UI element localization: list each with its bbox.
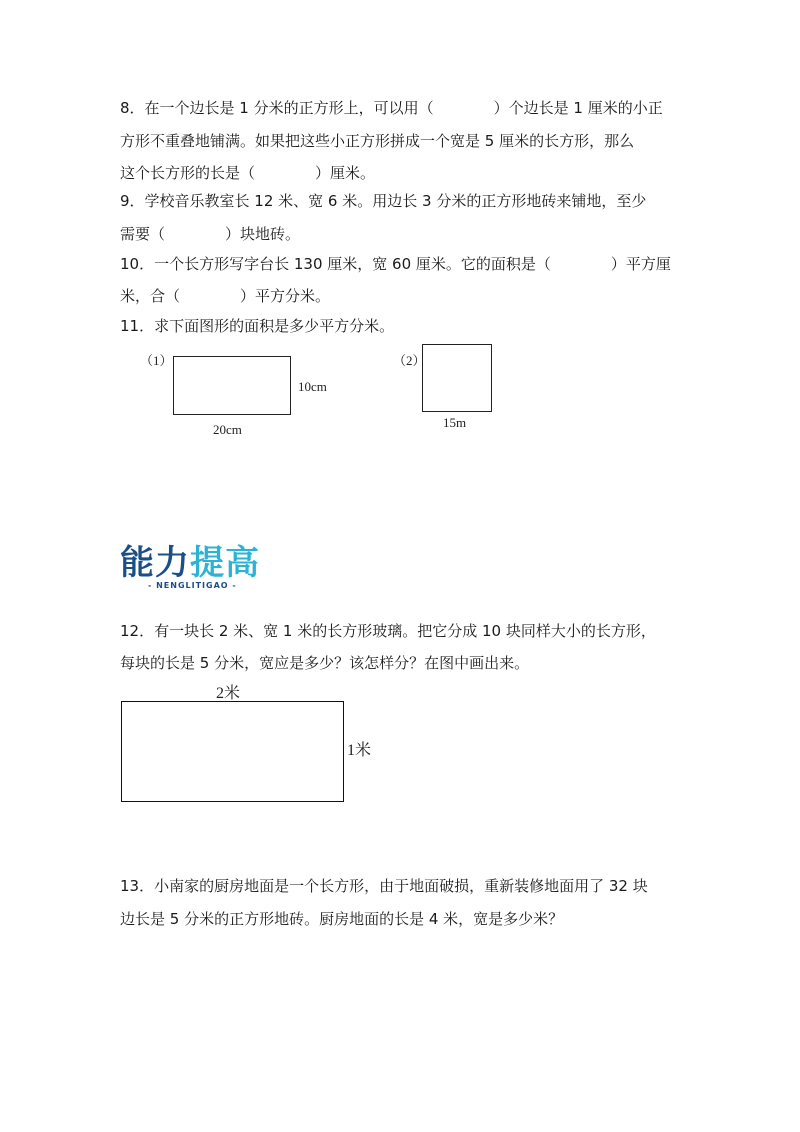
logo-title xyxy=(120,543,260,583)
width-label: 2米 xyxy=(216,685,241,702)
q13-line1: 13．小南家的厨房地面是一个长方形，由于地面破损，重新装修地面用了 32 块 xyxy=(120,877,648,895)
figure-number: （1） xyxy=(140,353,173,368)
q12-line1: 12．有一块长 2 米、宽 1 米的长方形玻璃。把它分成 10 块同样大小的长方形， xyxy=(120,622,656,640)
side-label: 15m xyxy=(443,415,467,430)
q8-line3: 这个长方形的长是（ ）厘米。 xyxy=(120,164,376,182)
q8-line2: 方形不重叠地铺满。如果把这些小正方形拼成一个宽是 5 厘米的长方形，那么 xyxy=(120,132,635,150)
q12-line2: 每块的长是 5 分米，宽应是多少？该怎样分？在图中画出来。 xyxy=(120,654,530,672)
square-figure xyxy=(422,344,492,412)
rectangle-figure xyxy=(173,356,291,415)
logo-title-part1: 能力 xyxy=(120,543,190,583)
glass-rectangle xyxy=(121,701,344,802)
q10-line2: 米，合（ ）平方分米。 xyxy=(120,287,331,305)
logo-subtitle: - NENGLITIGAO - xyxy=(148,581,237,590)
q13-line2: 边长是 5 分米的正方形地砖。厨房地面的长是 4 米，宽是多少米？ xyxy=(120,910,564,928)
height-label: 10cm xyxy=(298,379,327,394)
width-label: 20cm xyxy=(213,422,242,437)
logo-title-part2: 提高 xyxy=(190,543,260,583)
height-label: 1米 xyxy=(347,742,372,759)
q8-line1: 8．在一个边长是 1 分米的正方形上，可以用（ ）个边长是 1 厘米的小正 xyxy=(120,99,663,117)
q11-line1: 11．求下面图形的面积是多少平方分米。 xyxy=(120,317,395,335)
q9-line1: 9．学校音乐教室长 12 米、宽 6 米。用边长 3 分米的正方形地砖来铺地，至少 xyxy=(120,192,647,210)
section-logo xyxy=(120,543,260,590)
figure-number: （2） xyxy=(393,353,426,368)
q9-line2: 需要（ ）块地砖。 xyxy=(120,225,301,243)
q10-line1: 10．一个长方形写字台长 130 厘米，宽 60 厘米。它的面积是（ ）平方厘 xyxy=(120,255,671,273)
